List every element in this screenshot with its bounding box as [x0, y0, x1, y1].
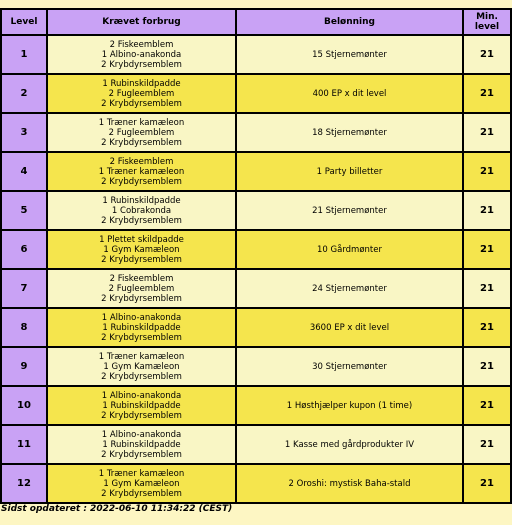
table-row — [1, 347, 511, 386]
reward-cell: 21 Stjernemønter — [236, 191, 463, 230]
reward-cell: 1 Party billetter — [236, 152, 463, 191]
table-row — [1, 230, 511, 269]
required-item: 2 Krybdyrsemblem — [101, 293, 182, 304]
required-items-cell — [47, 152, 236, 191]
required-item: 2 Krybdyrsemblem — [101, 449, 182, 460]
level-cell: 7 — [1, 269, 47, 308]
table-row — [1, 425, 511, 464]
table-row — [1, 74, 511, 113]
required-item: 2 Krybdyrsemblem — [101, 410, 182, 421]
required-item: 1 Rubinskildpadde — [102, 400, 181, 411]
min-level-cell: 21 — [463, 191, 511, 230]
level-cell: 1 — [1, 35, 47, 74]
table-row — [1, 113, 511, 152]
min-level-cell: 21 — [463, 74, 511, 113]
min-level-cell: 21 — [463, 152, 511, 191]
rewards-table — [0, 8, 512, 504]
required-item: 1 Rubinskildpadde — [102, 78, 181, 89]
required-item: 1 Albino-anakonda — [101, 390, 182, 401]
required-item: 1 Gym Kamæleon — [103, 244, 180, 255]
required-items-cell — [47, 347, 236, 386]
reward-cell: 3600 EP x dit level — [236, 308, 463, 347]
table-row — [1, 269, 511, 308]
min-level-header-line2: level — [474, 22, 500, 32]
required-item: 2 Krybdyrsemblem — [101, 176, 182, 187]
required-item: 1 Rubinskildpadde — [102, 195, 181, 206]
required-items-cell — [47, 308, 236, 347]
required-items-cell — [47, 269, 236, 308]
required-item: 1 Træner kamæleon — [98, 351, 185, 362]
required-item: 1 Albino-anakonda — [101, 49, 182, 60]
level-cell: 10 — [1, 386, 47, 425]
level-cell: 6 — [1, 230, 47, 269]
min-level-header-line1: Min. — [476, 12, 498, 22]
reward-cell: 15 Stjernemønter — [236, 35, 463, 74]
table-row — [1, 191, 511, 230]
required-items-cell — [47, 74, 236, 113]
required-item: 1 Gym Kamæleon — [103, 478, 180, 489]
required-item: 2 Krybdyrsemblem — [101, 215, 182, 226]
reward-cell: 24 Stjernemønter — [236, 269, 463, 308]
level-cell: 9 — [1, 347, 47, 386]
min-level-cell: 21 — [463, 386, 511, 425]
reward-cell: 18 Stjernemønter — [236, 113, 463, 152]
min-level-cell: 21 — [463, 269, 511, 308]
required-item: 1 Albino-anakonda — [101, 429, 182, 440]
column-header-reward: Belønning — [236, 9, 463, 35]
reward-cell: 1 Kasse med gårdprodukter IV — [236, 425, 463, 464]
required-items-cell — [47, 464, 236, 503]
min-level-cell: 21 — [463, 230, 511, 269]
required-item: 2 Fugleemblem — [108, 127, 175, 138]
required-item: 2 Krybdyrsemblem — [101, 98, 182, 109]
required-item: 2 Krybdyrsemblem — [101, 59, 182, 70]
min-level-cell: 21 — [463, 35, 511, 74]
column-header-min-level — [463, 9, 511, 35]
reward-cell: 1 Høsthjælper kupon (1 time) — [236, 386, 463, 425]
required-item: 2 Krybdyrsemblem — [101, 254, 182, 265]
table-row — [1, 35, 511, 74]
required-item: 2 Fiskeemblem — [109, 156, 174, 167]
table-row — [1, 386, 511, 425]
required-item: 1 Albino-anakonda — [101, 312, 182, 323]
required-item: 1 Træner kamæleon — [98, 166, 185, 177]
required-item: 2 Fiskeemblem — [109, 39, 174, 50]
min-level-cell: 21 — [463, 464, 511, 503]
required-item: 2 Fugleemblem — [108, 88, 175, 99]
table-row — [1, 152, 511, 191]
column-header-level: Level — [1, 9, 47, 35]
min-level-cell: 21 — [463, 425, 511, 464]
table-row — [1, 308, 511, 347]
required-item: 2 Krybdyrsemblem — [101, 488, 182, 499]
min-level-cell: 21 — [463, 347, 511, 386]
level-cell: 12 — [1, 464, 47, 503]
reward-cell: 10 Gårdmønter — [236, 230, 463, 269]
table-body — [1, 35, 511, 503]
min-level-cell: 21 — [463, 308, 511, 347]
level-cell: 8 — [1, 308, 47, 347]
column-header-required: Krævet forbrug — [47, 9, 236, 35]
required-item: 1 Rubinskildpadde — [102, 439, 181, 450]
required-item: 1 Rubinskildpadde — [102, 322, 181, 333]
required-item: 1 Cobrakonda — [111, 205, 172, 216]
level-cell: 11 — [1, 425, 47, 464]
required-item: 2 Fugleemblem — [108, 283, 175, 294]
table-row — [1, 464, 511, 503]
required-items-cell — [47, 386, 236, 425]
required-item: 1 Gym Kamæleon — [103, 361, 180, 372]
required-item: 1 Plettet skildpadde — [99, 234, 184, 245]
reward-cell: 2 Oroshi: mystisk Baha-stald — [236, 464, 463, 503]
required-items-cell — [47, 113, 236, 152]
required-item: 1 Træner kamæleon — [98, 117, 185, 128]
reward-cell: 30 Stjernemønter — [236, 347, 463, 386]
level-cell: 3 — [1, 113, 47, 152]
required-item: 2 Fiskeemblem — [109, 273, 174, 284]
required-item: 2 Krybdyrsemblem — [101, 371, 182, 382]
required-item: 2 Krybdyrsemblem — [101, 332, 182, 343]
required-items-cell — [47, 230, 236, 269]
table-header-row — [1, 9, 511, 35]
min-level-cell: 21 — [463, 113, 511, 152]
last-updated-text: Sidst opdateret : 2022-06-10 11:34:22 (CEST) — [1, 504, 233, 514]
required-item: 2 Krybdyrsemblem — [101, 137, 182, 148]
level-cell: 5 — [1, 191, 47, 230]
reward-cell: 400 EP x dit level — [236, 74, 463, 113]
required-items-cell — [47, 191, 236, 230]
required-items-cell — [47, 35, 236, 74]
required-items-cell — [47, 425, 236, 464]
level-cell: 2 — [1, 74, 47, 113]
level-cell: 4 — [1, 152, 47, 191]
required-item: 1 Træner kamæleon — [98, 468, 185, 479]
